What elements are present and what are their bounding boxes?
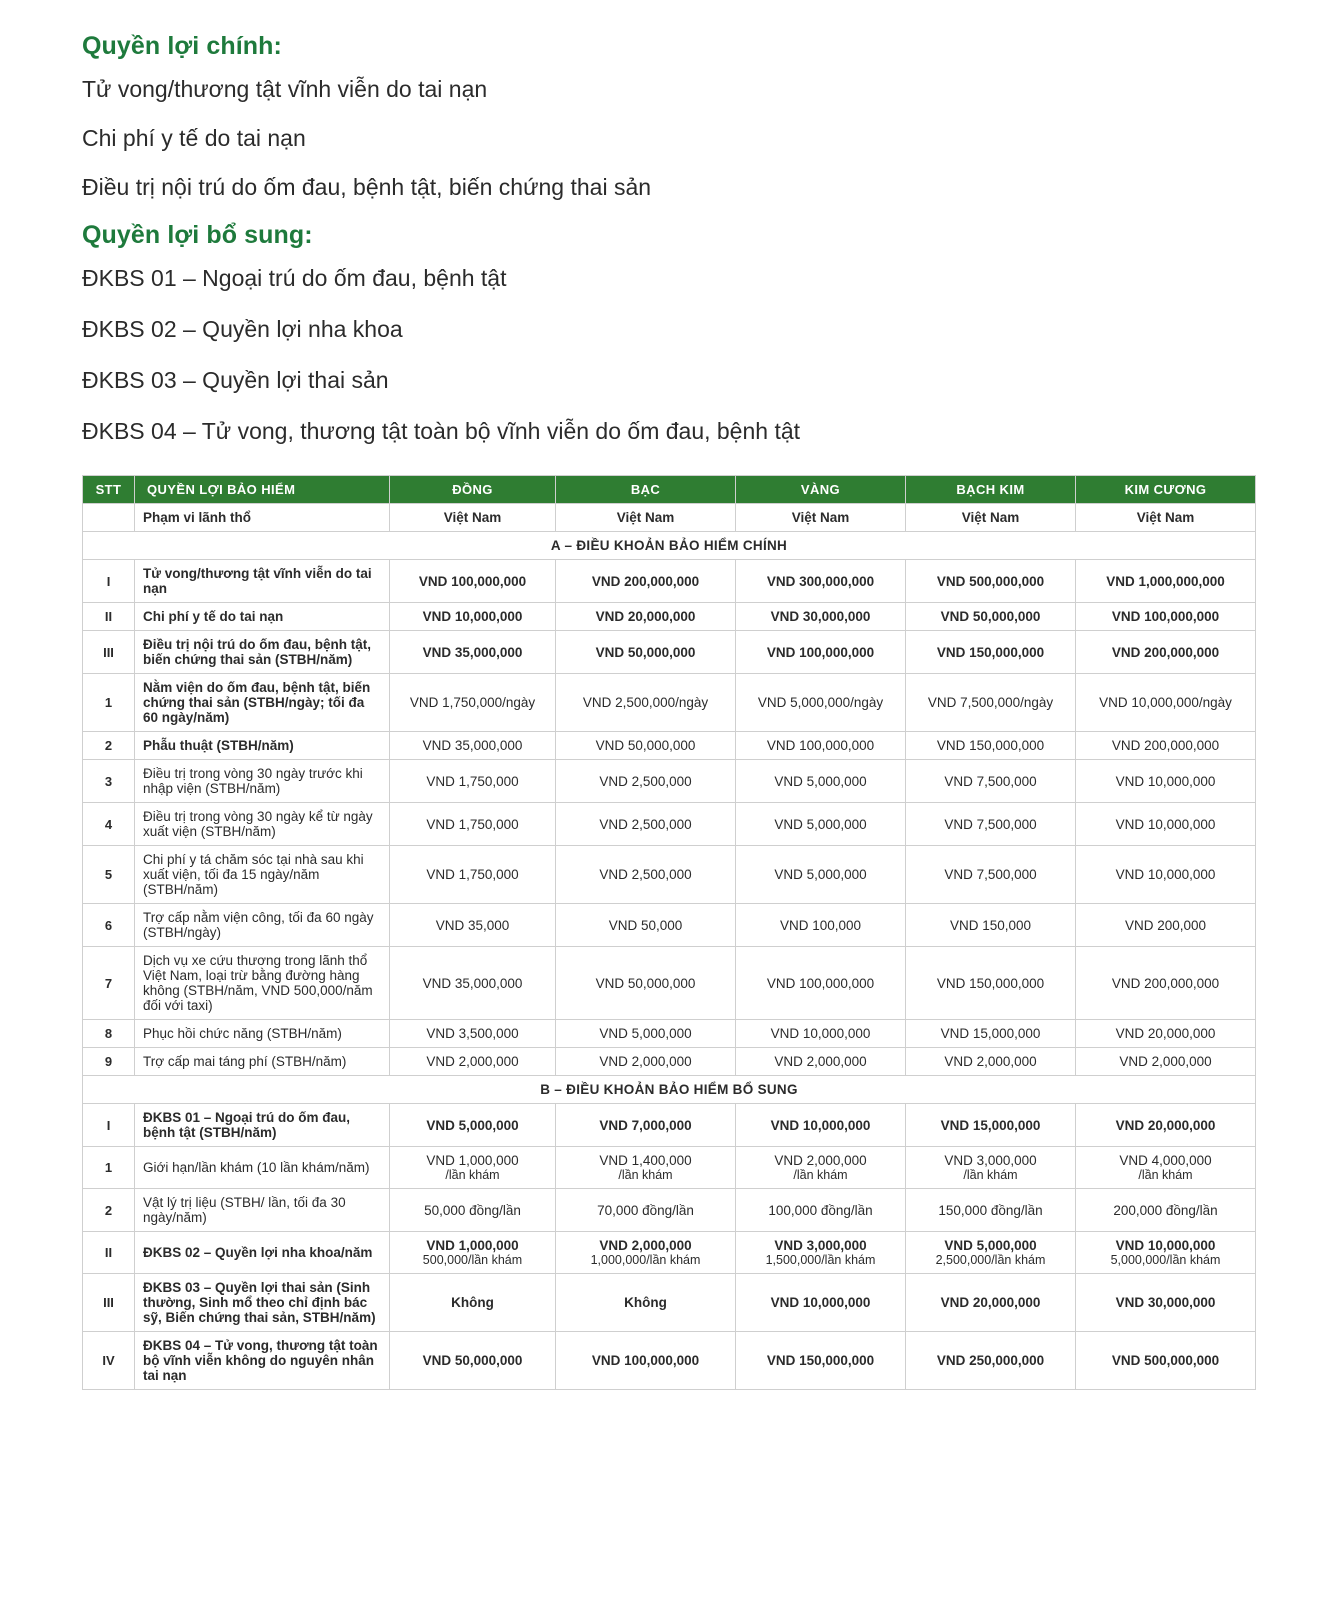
table-cell-value: VND 35,000,000 [390, 631, 556, 674]
table-cell-value: VND 100,000,000 [736, 732, 906, 760]
table-cell-stt: 6 [83, 904, 135, 947]
table-cell-stt: 4 [83, 803, 135, 846]
table-cell-value: VND 5,000,000 [736, 803, 906, 846]
table-cell-stt: 1 [83, 1147, 135, 1189]
table-cell-name: Nằm viện do ốm đau, bệnh tật, biến chứng thai sản (STBH/ngày; tối đa 60 ngày/năm) [135, 674, 390, 732]
table-cell-name: ĐKBS 01 – Ngoại trú do ốm đau, bệnh tật (STBH/năm) [135, 1104, 390, 1147]
table-cell-stt: II [83, 603, 135, 631]
table-cell-value: VND 20,000,000 [1076, 1020, 1256, 1048]
table-cell-value: VND 50,000,000 [390, 1332, 556, 1390]
extra-benefits-title: Quyền lợi bổ sung: [82, 221, 313, 250]
table-row [83, 846, 1256, 904]
table-row [83, 1189, 1256, 1232]
table-cell-value: VND 10,000,000 [736, 1274, 906, 1332]
table-cell-value: VND 2,000,000 [736, 1048, 906, 1076]
table-row [83, 947, 1256, 1020]
table-cell-value: VND 2,500,000 [556, 846, 736, 904]
table-cell-value: VND 1,000,000 /lần khám [390, 1147, 556, 1189]
table-cell-value: VND 10,000,000 [1076, 803, 1256, 846]
table-cell-value: VND 200,000,000 [1076, 631, 1256, 674]
table-cell-value: VND 10,000,000 [390, 603, 556, 631]
table-cell-name: Phục hồi chức năng (STBH/năm) [135, 1020, 390, 1048]
main-benefits-list [82, 75, 1265, 201]
table-cell-value: VND 5,000,000/ngày [736, 674, 906, 732]
header-plan-bac: BẠC [556, 476, 736, 504]
table-cell-name: Phạm vi lãnh thổ [135, 504, 390, 532]
table-cell-value: VND 50,000,000 [556, 732, 736, 760]
table-cell-value: VND 50,000,000 [556, 631, 736, 674]
extra-benefit-item: ĐKBS 03 – Quyền lợi thai sản [82, 366, 389, 393]
table-cell-value: VND 5,000,000 [390, 1104, 556, 1147]
table-header-row [83, 476, 1256, 504]
table-cell-value: VND 30,000,000 [1076, 1274, 1256, 1332]
table-cell-value: VND 35,000 [390, 904, 556, 947]
table-cell-value: VND 7,500,000 [906, 760, 1076, 803]
table-cell-value: 50,000 đồng/lần [390, 1189, 556, 1232]
table-cell-name: Tử vong/thương tật vĩnh viễn do tai nạn [135, 560, 390, 603]
table-cell-value: 100,000 đồng/lần [736, 1189, 906, 1232]
table-cell-stt: I [83, 560, 135, 603]
table-cell-value: VND 3,000,000 /lần khám [906, 1147, 1076, 1189]
table-cell-value: Việt Nam [556, 504, 736, 532]
table-cell-stt: I [83, 1104, 135, 1147]
table-cell-value: VND 2,500,000 [556, 760, 736, 803]
table-cell-value: VND 150,000,000 [906, 732, 1076, 760]
table-cell-value: VND 1,750,000 [390, 760, 556, 803]
extra-benefit-item: ĐKBS 01 – Ngoại trú do ốm đau, bệnh tật [82, 265, 507, 292]
table-cell-value: VND 1,750,000/ngày [390, 674, 556, 732]
table-cell-name: Điều trị nội trú do ốm đau, bệnh tật, biến chứng thai sản (STBH/năm) [135, 631, 390, 674]
table-band-label: A – ĐIỀU KHOẢN BẢO HIỂM CHÍNH [83, 532, 1256, 560]
header-plan-vang: VÀNG [736, 476, 906, 504]
table-cell-value: VND 5,000,000 [736, 846, 906, 904]
main-benefit-item: Tử vong/thương tật vĩnh viễn do tai nạn [82, 76, 488, 102]
table-cell-value: VND 1,400,000 /lần khám [556, 1147, 736, 1189]
table-row [83, 803, 1256, 846]
table-cell-value: Việt Nam [736, 504, 906, 532]
table-cell-value: VND 150,000,000 [906, 947, 1076, 1020]
table-row [83, 560, 1256, 603]
table-cell-value: VND 20,000,000 [906, 1274, 1076, 1332]
table-cell-value: VND 50,000,000 [556, 947, 736, 1020]
extra-benefit-item: ĐKBS 02 – Quyền lợi nha khoa [82, 316, 403, 342]
table-cell-value: VND 3,000,000 1,500,000/lần khám [736, 1232, 906, 1274]
table-cell-value: VND 10,000,000 [736, 1104, 906, 1147]
table-cell-value: VND 10,000,000 [736, 1020, 906, 1048]
table-cell-value: VND 150,000,000 [736, 1332, 906, 1390]
table-cell-value: VND 200,000,000 [1076, 947, 1256, 1020]
table-row [83, 1232, 1256, 1274]
table-row [83, 904, 1256, 947]
table-cell-value: VND 2,000,000 1,000,000/lần khám [556, 1232, 736, 1274]
header-plan-dong: ĐỒNG [390, 476, 556, 504]
table-cell-name: ĐKBS 03 – Quyền lợi thai sản (Sinh thường, Sinh mổ theo chỉ định bác sỹ, Biến chứng thai sản, STBH/năm) [135, 1274, 390, 1332]
table-cell-name: Trợ cấp mai táng phí (STBH/năm) [135, 1048, 390, 1076]
table-cell-value: Việt Nam [906, 504, 1076, 532]
table-cell-stt: IV [83, 1332, 135, 1390]
table-cell-stt: 1 [83, 674, 135, 732]
table-cell-value: VND 100,000 [736, 904, 906, 947]
table-row [83, 1332, 1256, 1390]
table-cell-name: Điều trị trong vòng 30 ngày kể từ ngày xuất viện (STBH/năm) [135, 803, 390, 846]
table-cell-value: VND 500,000,000 [906, 560, 1076, 603]
table-cell-value: Không [556, 1274, 736, 1332]
table-cell-value: VND 150,000,000 [906, 631, 1076, 674]
table-body [83, 504, 1256, 1390]
table-cell-value: Việt Nam [390, 504, 556, 532]
table-row-territory [83, 504, 1256, 532]
table-cell-value: VND 200,000 [1076, 904, 1256, 947]
table-cell-value: VND 35,000,000 [390, 947, 556, 1020]
table-cell-value: VND 15,000,000 [906, 1020, 1076, 1048]
table-cell-value: VND 300,000,000 [736, 560, 906, 603]
table-cell-value: Không [390, 1274, 556, 1332]
table-cell-stt: 7 [83, 947, 135, 1020]
main-benefits-title: Quyền lợi chính: [82, 32, 282, 60]
table-cell-value: VND 1,750,000 [390, 846, 556, 904]
table-row [83, 1147, 1256, 1189]
table-cell-value: VND 15,000,000 [906, 1104, 1076, 1147]
table-cell-value: VND 5,000,000 [736, 760, 906, 803]
table-cell-value: VND 2,000,000 /lần khám [736, 1147, 906, 1189]
table-cell-stt: 3 [83, 760, 135, 803]
table-cell-value: VND 50,000 [556, 904, 736, 947]
table-row [83, 1104, 1256, 1147]
table-cell-stt: III [83, 1274, 135, 1332]
table-cell-value: VND 500,000,000 [1076, 1332, 1256, 1390]
table-cell-name: Chi phí y tế do tai nạn [135, 603, 390, 631]
table-cell-name: Giới hạn/lần khám (10 lần khám/năm) [135, 1147, 390, 1189]
table-cell-name: Trợ cấp nằm viện công, tối đa 60 ngày (STBH/ngày) [135, 904, 390, 947]
table-row [83, 1274, 1256, 1332]
table-cell-value: VND 20,000,000 [556, 603, 736, 631]
header-stt: STT [83, 476, 135, 504]
benefits-table [82, 475, 1256, 1390]
table-cell-value: VND 200,000,000 [556, 560, 736, 603]
table-cell-value: VND 250,000,000 [906, 1332, 1076, 1390]
table-cell-value: VND 5,000,000 [556, 1020, 736, 1048]
table-cell-value: VND 2,000,000 [556, 1048, 736, 1076]
table-cell-value: 150,000 đồng/lần [906, 1189, 1076, 1232]
table-cell-value: VND 4,000,000 /lần khám [1076, 1147, 1256, 1189]
table-cell-value: VND 100,000,000 [556, 1332, 736, 1390]
table-cell-value: 70,000 đồng/lần [556, 1189, 736, 1232]
table-row [83, 1048, 1256, 1076]
table-cell-value: VND 1,750,000 [390, 803, 556, 846]
benefits-table-wrapper [82, 475, 1265, 1390]
table-cell-stt: 2 [83, 732, 135, 760]
table-cell-name: Vật lý trị liệu (STBH/ lần, tối đa 30 ngày/năm) [135, 1189, 390, 1232]
table-cell-value: VND 10,000,000 5,000,000/lần khám [1076, 1232, 1256, 1274]
table-cell-stt: III [83, 631, 135, 674]
table-cell-value: VND 30,000,000 [736, 603, 906, 631]
table-cell-value: VND 7,500,000/ngày [906, 674, 1076, 732]
table-cell-name: Chi phí y tá chăm sóc tại nhà sau khi xuất viện, tối đa 15 ngày/năm (STBH/năm) [135, 846, 390, 904]
header-benefit: QUYỀN LỢI BẢO HIỂM [135, 476, 390, 504]
table-cell-value: VND 100,000,000 [390, 560, 556, 603]
table-cell-value: VND 10,000,000/ngày [1076, 674, 1256, 732]
table-cell-value: VND 1,000,000 500,000/lần khám [390, 1232, 556, 1274]
table-cell-value: VND 150,000 [906, 904, 1076, 947]
main-benefit-item: Chi phí y tế do tai nạn [82, 124, 306, 151]
table-cell-value: VND 7,500,000 [906, 803, 1076, 846]
table-band-a [83, 532, 1256, 560]
header-plan-kimcuong: KIM CƯƠNG [1076, 476, 1256, 504]
table-cell-name: ĐKBS 02 – Quyền lợi nha khoa/năm [135, 1232, 390, 1274]
table-cell-value: VND 50,000,000 [906, 603, 1076, 631]
table-row [83, 674, 1256, 732]
table-cell-name: Dịch vụ xe cứu thương trong lãnh thổ Việt Nam, loại trừ bằng đường hàng không (STBH/năm, VND 500,000/năm đối với taxi) [135, 947, 390, 1020]
table-band-b [83, 1076, 1256, 1104]
table-band-label: B – ĐIỀU KHOẢN BẢO HIỂM BỔ SUNG [83, 1076, 1256, 1104]
table-cell-name: Điều trị trong vòng 30 ngày trước khi nhập viện (STBH/năm) [135, 760, 390, 803]
table-cell-value: Việt Nam [1076, 504, 1256, 532]
table-cell-value: VND 1,000,000,000 [1076, 560, 1256, 603]
table-row [83, 631, 1256, 674]
table-cell-name: ĐKBS 04 – Tử vong, thương tật toàn bộ vĩnh viễn không do nguyên nhân tai nạn [135, 1332, 390, 1390]
table-row [83, 603, 1256, 631]
table-cell-value: VND 3,500,000 [390, 1020, 556, 1048]
table-cell-value: VND 2,500,000 [556, 803, 736, 846]
table-cell-value: VND 20,000,000 [1076, 1104, 1256, 1147]
table-cell-stt: 5 [83, 846, 135, 904]
table-row [83, 732, 1256, 760]
table-cell-value: VND 7,000,000 [556, 1104, 736, 1147]
table-cell-stt [83, 504, 135, 532]
extra-benefit-item: ĐKBS 04 – Tử vong, thương tật toàn bộ vĩnh viễn do ốm đau, bệnh tật [82, 417, 801, 444]
table-cell-stt: 8 [83, 1020, 135, 1048]
table-cell-value: VND 7,500,000 [906, 846, 1076, 904]
main-benefit-item: Điều trị nội trú do ốm đau, bệnh tật, biến chứng thai sản [82, 173, 652, 200]
table-cell-value: VND 10,000,000 [1076, 760, 1256, 803]
table-cell-value: VND 2,000,000 [906, 1048, 1076, 1076]
header-plan-bachkim: BẠCH KIM [906, 476, 1076, 504]
table-cell-stt: 2 [83, 1189, 135, 1232]
table-cell-name: Phẫu thuật (STBH/năm) [135, 732, 390, 760]
table-cell-value: VND 5,000,000 2,500,000/lần khám [906, 1232, 1076, 1274]
table-cell-value: 200,000 đồng/lần [1076, 1189, 1256, 1232]
table-cell-value: VND 200,000,000 [1076, 732, 1256, 760]
table-cell-value: VND 2,000,000 [390, 1048, 556, 1076]
table-cell-value: VND 35,000,000 [390, 732, 556, 760]
table-cell-value: VND 100,000,000 [736, 631, 906, 674]
table-cell-value: VND 10,000,000 [1076, 846, 1256, 904]
table-row [83, 1020, 1256, 1048]
table-cell-stt: II [83, 1232, 135, 1274]
table-cell-value: VND 100,000,000 [1076, 603, 1256, 631]
table-cell-value: VND 2,500,000/ngày [556, 674, 736, 732]
extra-benefits-list [82, 264, 1265, 445]
table-cell-value: VND 2,000,000 [1076, 1048, 1256, 1076]
table-row [83, 760, 1256, 803]
table-cell-value: VND 100,000,000 [736, 947, 906, 1020]
table-cell-stt: 9 [83, 1048, 135, 1076]
